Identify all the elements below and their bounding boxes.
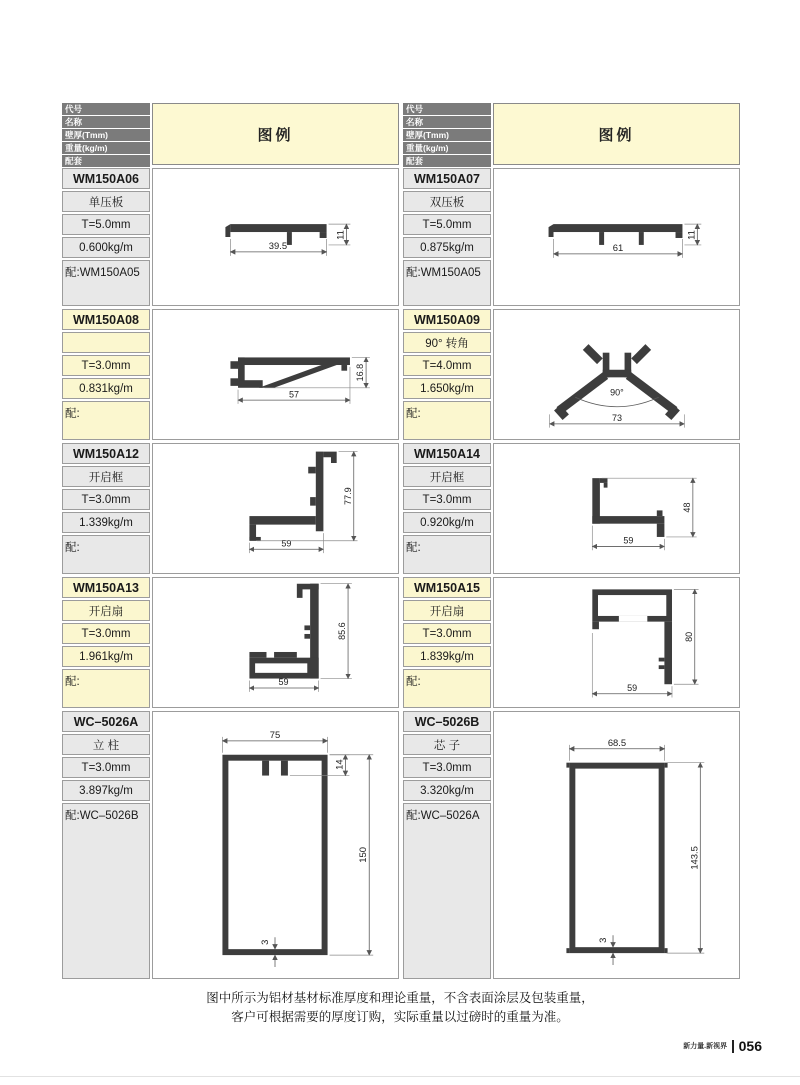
legend-header: 图例 [152, 103, 399, 165]
product-row-wm150a07 [403, 168, 740, 306]
product-match: 配:WC–5026B [62, 803, 150, 979]
table-right [403, 103, 740, 979]
profile-drawing-wm150a12 [152, 443, 399, 574]
product-row-wc5026a [62, 711, 399, 979]
footer-brand: 新力量.新视界 [683, 1043, 728, 1050]
table-left-header [62, 103, 399, 165]
header-label-thickness: 壁厚(Tmm) [403, 129, 491, 141]
dim-width: 59 [623, 535, 634, 546]
dim-width: 59 [627, 682, 638, 693]
dim-height: 150 [357, 847, 369, 863]
product-code: WM150A14 [403, 443, 491, 464]
header-label-code: 代号 [62, 103, 150, 115]
product-name: 90° 转角 [403, 332, 491, 353]
product-match: 配: [62, 401, 150, 440]
profile-drawing-wm150a09 [493, 309, 740, 440]
dim-height: 143.5 [688, 846, 700, 870]
header-labels [62, 103, 150, 165]
product-name: 开启框 [62, 466, 150, 487]
product-thickness: T=3.0mm [62, 757, 150, 778]
product-row-wm150a13 [62, 577, 399, 708]
product-code: WM150A15 [403, 577, 491, 598]
product-name: 立 柱 [62, 734, 150, 755]
product-match: 配:WC–5026A [403, 803, 491, 979]
product-weight: 0.875kg/m [403, 237, 491, 258]
header-label-name: 名称 [62, 116, 150, 128]
dim-height: 16.8 [355, 363, 366, 382]
product-row-wm150a09 [403, 309, 740, 440]
dim-height: 80 [683, 631, 694, 642]
dim-width: 73 [611, 412, 622, 423]
dim-width: 39.5 [268, 239, 288, 251]
header-label-weight: 重量(kg/m) [403, 142, 491, 154]
profile-drawing-wm150a13 [152, 577, 399, 708]
product-row-wm150a15 [403, 577, 740, 708]
product-row-wm150a12 [62, 443, 399, 574]
product-thickness: T=3.0mm [62, 355, 150, 376]
dim-width: 59 [278, 677, 289, 688]
product-weight: 1.650kg/m [403, 378, 491, 399]
profile-drawing-wm150a08 [152, 309, 399, 440]
footer-note-line2: 客户可根据需要的厚度订购，实际重量以过磅时的重量为准。 [231, 1010, 569, 1024]
product-name [62, 332, 150, 353]
dim-wall: 3 [597, 937, 609, 943]
product-code: WM150A09 [403, 309, 491, 330]
table-right-header [403, 103, 740, 165]
dim-height: 77.9 [342, 487, 353, 505]
page-number: 056 [738, 1038, 762, 1054]
page-footer [683, 1038, 762, 1054]
product-match: 配: [62, 669, 150, 708]
footer-divider [732, 1040, 734, 1053]
product-weight: 0.920kg/m [403, 512, 491, 533]
product-match: 配: [403, 669, 491, 708]
dim-height: 11 [334, 230, 346, 240]
product-match: 配: [403, 535, 491, 574]
product-match: 配:WM150A05 [403, 260, 491, 306]
product-thickness: T=3.0mm [403, 623, 491, 644]
profile-drawing-wm150a07 [493, 168, 740, 306]
product-code: WM150A08 [62, 309, 150, 330]
product-name: 开启扇 [403, 600, 491, 621]
product-thickness: T=3.0mm [403, 757, 491, 778]
product-row-wc5026b [403, 711, 740, 979]
dim-height: 85.6 [337, 622, 348, 640]
dim-height: 11 [685, 230, 697, 240]
product-weight: 1.839kg/m [403, 646, 491, 667]
product-code: WC–5026B [403, 711, 491, 732]
table-left [62, 103, 399, 979]
product-code: WM150A07 [403, 168, 491, 189]
product-name: 双压板 [403, 191, 491, 212]
product-weight: 0.600kg/m [62, 237, 150, 258]
product-weight: 1.339kg/m [62, 512, 150, 533]
page-bottom-rule [0, 1076, 800, 1077]
header-labels [403, 103, 491, 165]
product-row-wm150a08 [62, 309, 399, 440]
dim-width: 75 [269, 728, 281, 740]
footer-note-line1: 图中所示为铝材基材标准厚度和理论重量，不含表面涂层及包装重量， [206, 991, 594, 1005]
dim-width: 68.5 [607, 736, 627, 748]
product-name: 单压板 [62, 191, 150, 212]
profile-drawing-wm150a14 [493, 443, 740, 574]
profile-drawing-wm150a06 [152, 168, 399, 306]
profile-tables [62, 103, 740, 979]
header-label-code: 代号 [403, 103, 491, 115]
product-thickness: T=3.0mm [62, 623, 150, 644]
header-label-match: 配套 [62, 155, 150, 167]
dim-wall: 3 [259, 939, 271, 945]
product-code: WC–5026A [62, 711, 150, 732]
product-code: WM150A13 [62, 577, 150, 598]
product-thickness: T=5.0mm [403, 214, 491, 235]
product-thickness: T=4.0mm [403, 355, 491, 376]
legend-header: 图例 [493, 103, 740, 165]
product-thickness: T=3.0mm [403, 489, 491, 510]
product-match: 配:WM150A05 [62, 260, 150, 306]
dim-width: 57 [288, 389, 300, 400]
product-name: 开启框 [403, 466, 491, 487]
header-label-weight: 重量(kg/m) [62, 142, 150, 154]
product-name: 开启扇 [62, 600, 150, 621]
footer-note [0, 989, 800, 1027]
product-code: WM150A12 [62, 443, 150, 464]
dim-angle: 90° [610, 387, 624, 398]
profile-drawing-wc5026b [493, 711, 740, 979]
product-weight: 3.320kg/m [403, 780, 491, 801]
product-thickness: T=5.0mm [62, 214, 150, 235]
product-name: 芯 子 [403, 734, 491, 755]
header-label-thickness: 壁厚(Tmm) [62, 129, 150, 141]
product-row-wm150a14 [403, 443, 740, 574]
product-row-wm150a06 [62, 168, 399, 306]
profile-drawing-wc5026a [152, 711, 399, 979]
product-weight: 0.831kg/m [62, 378, 150, 399]
product-thickness: T=3.0mm [62, 489, 150, 510]
dim-top: 14 [333, 759, 345, 770]
product-code: WM150A06 [62, 168, 150, 189]
product-match: 配: [403, 401, 491, 440]
product-match: 配: [62, 535, 150, 574]
profile-drawing-wm150a15 [493, 577, 740, 708]
dim-width: 59 [281, 538, 292, 549]
header-label-match: 配套 [403, 155, 491, 167]
product-weight: 1.961kg/m [62, 646, 150, 667]
header-label-name: 名称 [403, 116, 491, 128]
dim-height: 48 [682, 502, 693, 513]
dim-width: 61 [612, 241, 624, 253]
product-weight: 3.897kg/m [62, 780, 150, 801]
